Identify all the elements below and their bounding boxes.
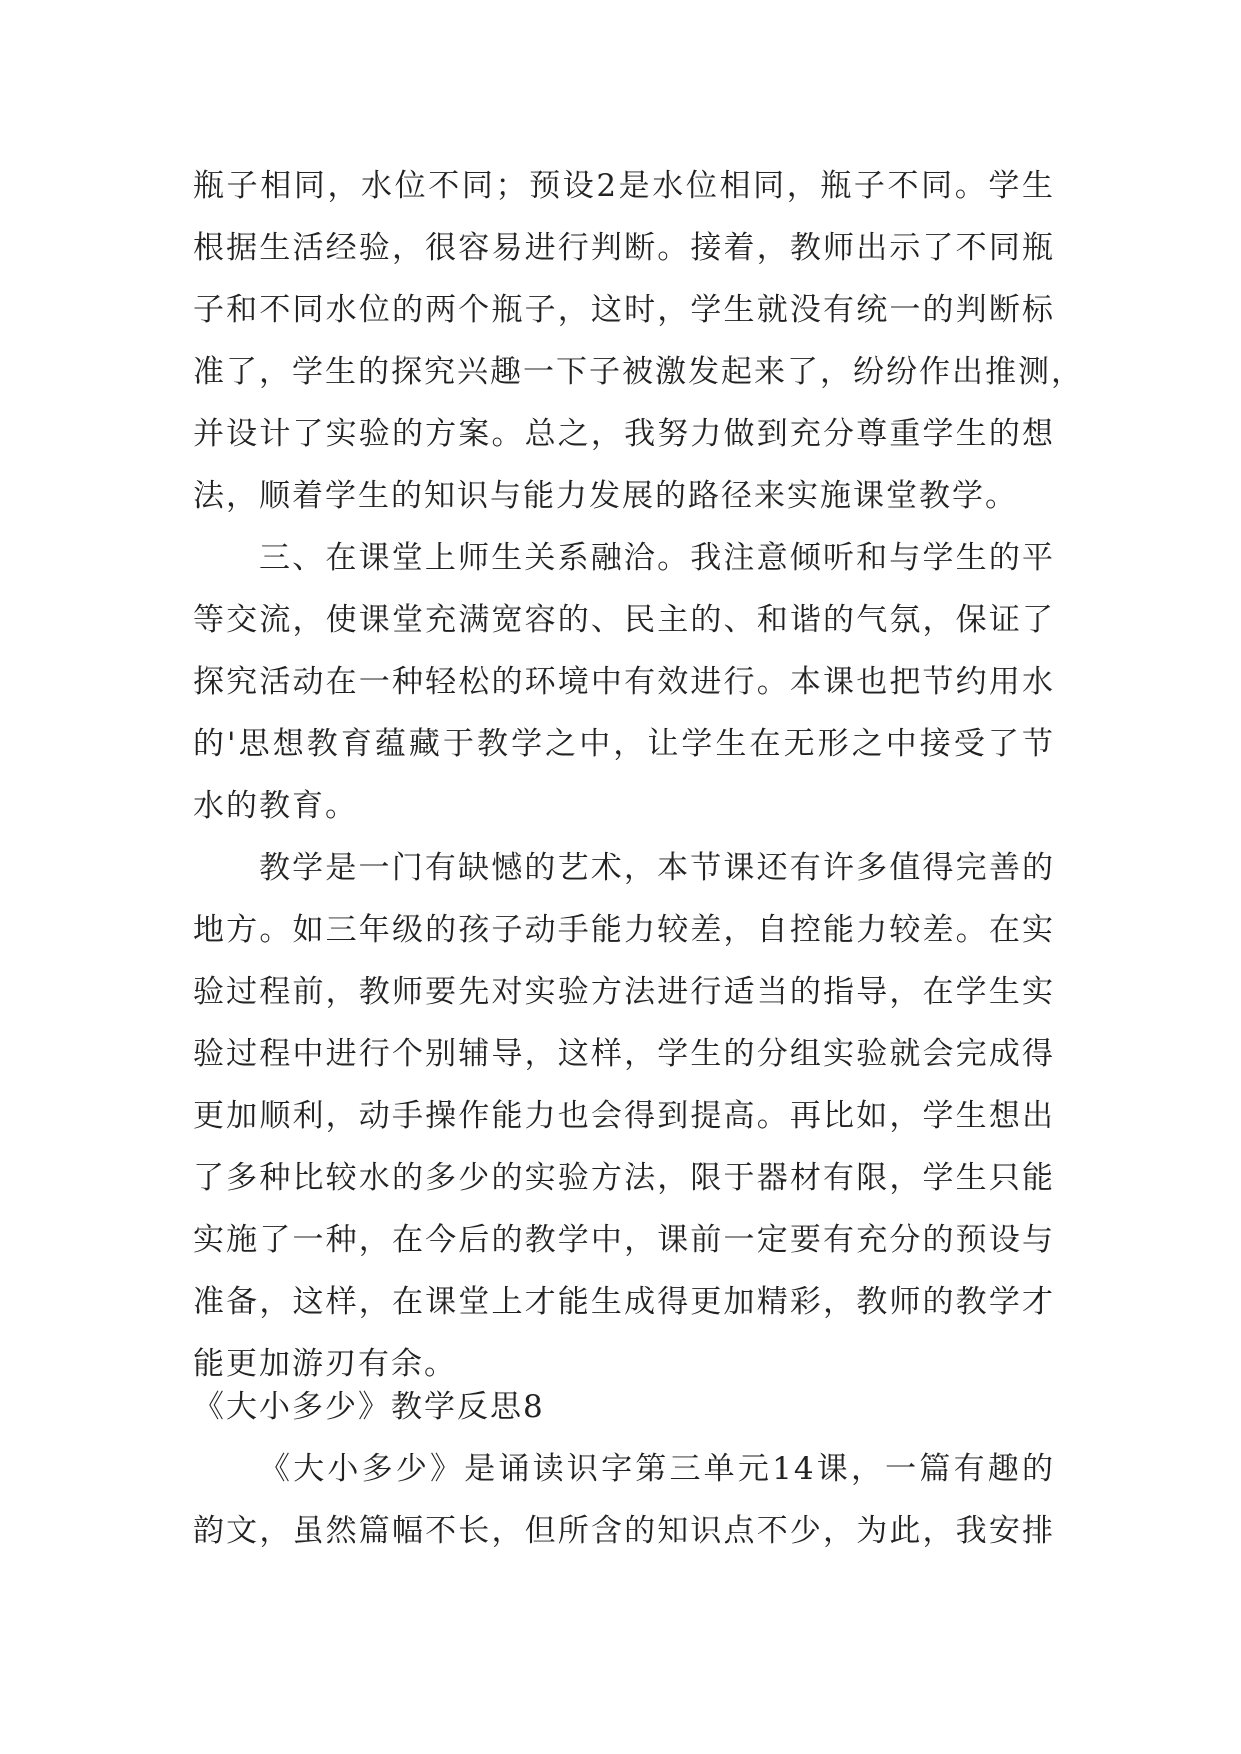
text-line: 准了，学生的探究兴趣一下子被激发起来了，纷纷作出推测， [193,354,1084,390]
text-line: 水的教育。 [193,788,358,824]
text-line: 的'思想教育蕴藏于教学之中，让学生在无形之中接受了节 [193,726,1055,762]
text-line: 韵文，虽然篇幅不长，但所含的知识点不少，为此，我安排 [193,1513,1055,1549]
text-line: 根据生活经验，很容易进行判断。接着，教师出示了不同瓶 [193,230,1055,266]
text-line: 地方。如三年级的孩子动手能力较差，自控能力较差。在实 [193,912,1055,948]
text-line: 更加顺利，动手操作能力也会得到提高。再比如，学生想出 [193,1098,1055,1134]
text-line: 子和不同水位的两个瓶子，这时，学生就没有统一的判断标 [193,292,1055,328]
text-line: 探究活动在一种轻松的环境中有效进行。本课也把节约用水 [193,664,1055,700]
paragraph-continued [193,155,1084,1395]
text-line: 能更加游刃有余。 [193,1346,457,1382]
text-line: 三、在课堂上师生关系融洽。我注意倾听和与学生的平 [259,540,1055,576]
text-line: 准备，这样，在课堂上才能生成得更加精彩，教师的教学才 [193,1284,1055,1320]
text-line: 教学是一门有缺憾的艺术，本节课还有许多值得完善的 [259,850,1055,886]
text-line: 实施了一种，在今后的教学中，课前一定要有充分的预设与 [193,1222,1055,1258]
text-line: 法，顺着学生的知识与能力发展的路径来实施课堂教学。 [193,478,1018,514]
text-line: 等交流，使课堂充满宽容的、民主的、和谐的气氛，保证了 [193,602,1055,638]
text-line: 《大小多少》是诵读识字第三单元14课，一篇有趣的 [259,1451,1055,1487]
text-line: 并设计了实验的方案。总之，我努力做到充分尊重学生的想 [193,416,1055,452]
text-line: 瓶子相同，水位不同；预设2是水位相同，瓶子不同。学生 [193,168,1055,204]
text-line: 验过程前，教师要先对实验方法进行适当的指导，在学生实 [193,974,1055,1010]
paragraph-new [193,1438,1055,1562]
text-line: 了多种比较水的多少的实验方法，限于器材有限，学生只能 [193,1160,1055,1196]
text-line: 验过程中进行个别辅导，这样，学生的分组实验就会完成得 [193,1036,1055,1072]
section-heading: 《大小多少》教学反思8 [193,1389,545,1425]
